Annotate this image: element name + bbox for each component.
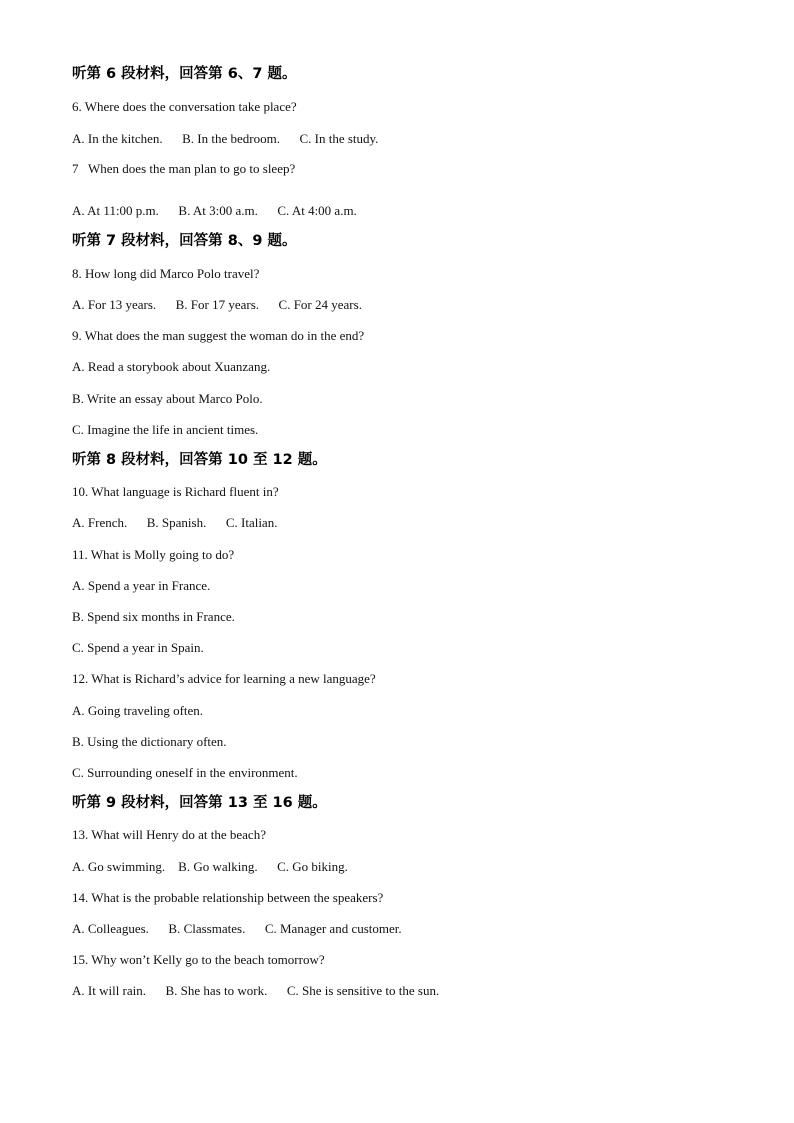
answer-options: A. For 13 years. B. For 17 years. C. For 24 years. [72, 297, 362, 312]
question-text: 8. How long did Marco Polo travel? [72, 266, 260, 281]
question-text: 7 When does the man plan to go to sleep? [72, 161, 296, 176]
question-text: 12. What is Richard’s advice for learning a new language? [72, 671, 376, 686]
question-text: 14. What is the probable relationship between the speakers? [72, 890, 384, 905]
question-text: 10. What language is Richard fluent in? [72, 484, 279, 499]
answer-option-a: A. Read a storybook about Xuanzang. [72, 359, 271, 374]
answer-option-c: C. Surrounding oneself in the environment. [72, 765, 298, 780]
answer-options: A. French. B. Spanish. C. Italian. [72, 515, 278, 530]
answer-option-c: C. Spend a year in Spain. [72, 640, 204, 655]
question-text: 15. Why won’t Kelly go to the beach tomorrow? [72, 952, 325, 967]
section-heading: 听第 9 段材料，回答第 13 至 16 题。 [72, 795, 327, 811]
answer-options: A. In the kitchen. B. In the bedroom. C. In the study. [72, 131, 379, 146]
question-text: 9. What does the man suggest the woman do in the end? [72, 328, 365, 343]
answer-option-c: C. Imagine the life in ancient times. [72, 422, 259, 437]
answer-option-b: B. Write an essay about Marco Polo. [72, 391, 263, 406]
section-heading: 听第 8 段材料，回答第 10 至 12 题。 [72, 452, 327, 468]
question-text: 11. What is Molly going to do? [72, 547, 235, 562]
answer-options: A. It will rain. B. She has to work. C. She is sensitive to the sun. [72, 983, 440, 998]
answer-option-b: B. Spend six months in France. [72, 609, 235, 624]
answer-options: A. At 11:00 p.m. B. At 3:00 a.m. C. At 4:00 a.m. [72, 203, 357, 218]
answer-option-a: A. Spend a year in France. [72, 578, 211, 593]
section-heading: 听第 6 段材料，回答第 6、7 题。 [72, 66, 297, 82]
answer-option-a: A. Going traveling often. [72, 703, 204, 718]
answer-option-b: B. Using the dictionary often. [72, 734, 227, 749]
question-text: 13. What will Henry do at the beach? [72, 827, 266, 842]
answer-options: A. Colleagues. B. Classmates. C. Manager and customer. [72, 921, 402, 936]
answer-options: A. Go swimming. B. Go walking. C. Go biking. [72, 859, 348, 874]
section-heading: 听第 7 段材料，回答第 8、9 题。 [72, 233, 297, 249]
question-text: 6. Where does the conversation take place? [72, 99, 297, 114]
